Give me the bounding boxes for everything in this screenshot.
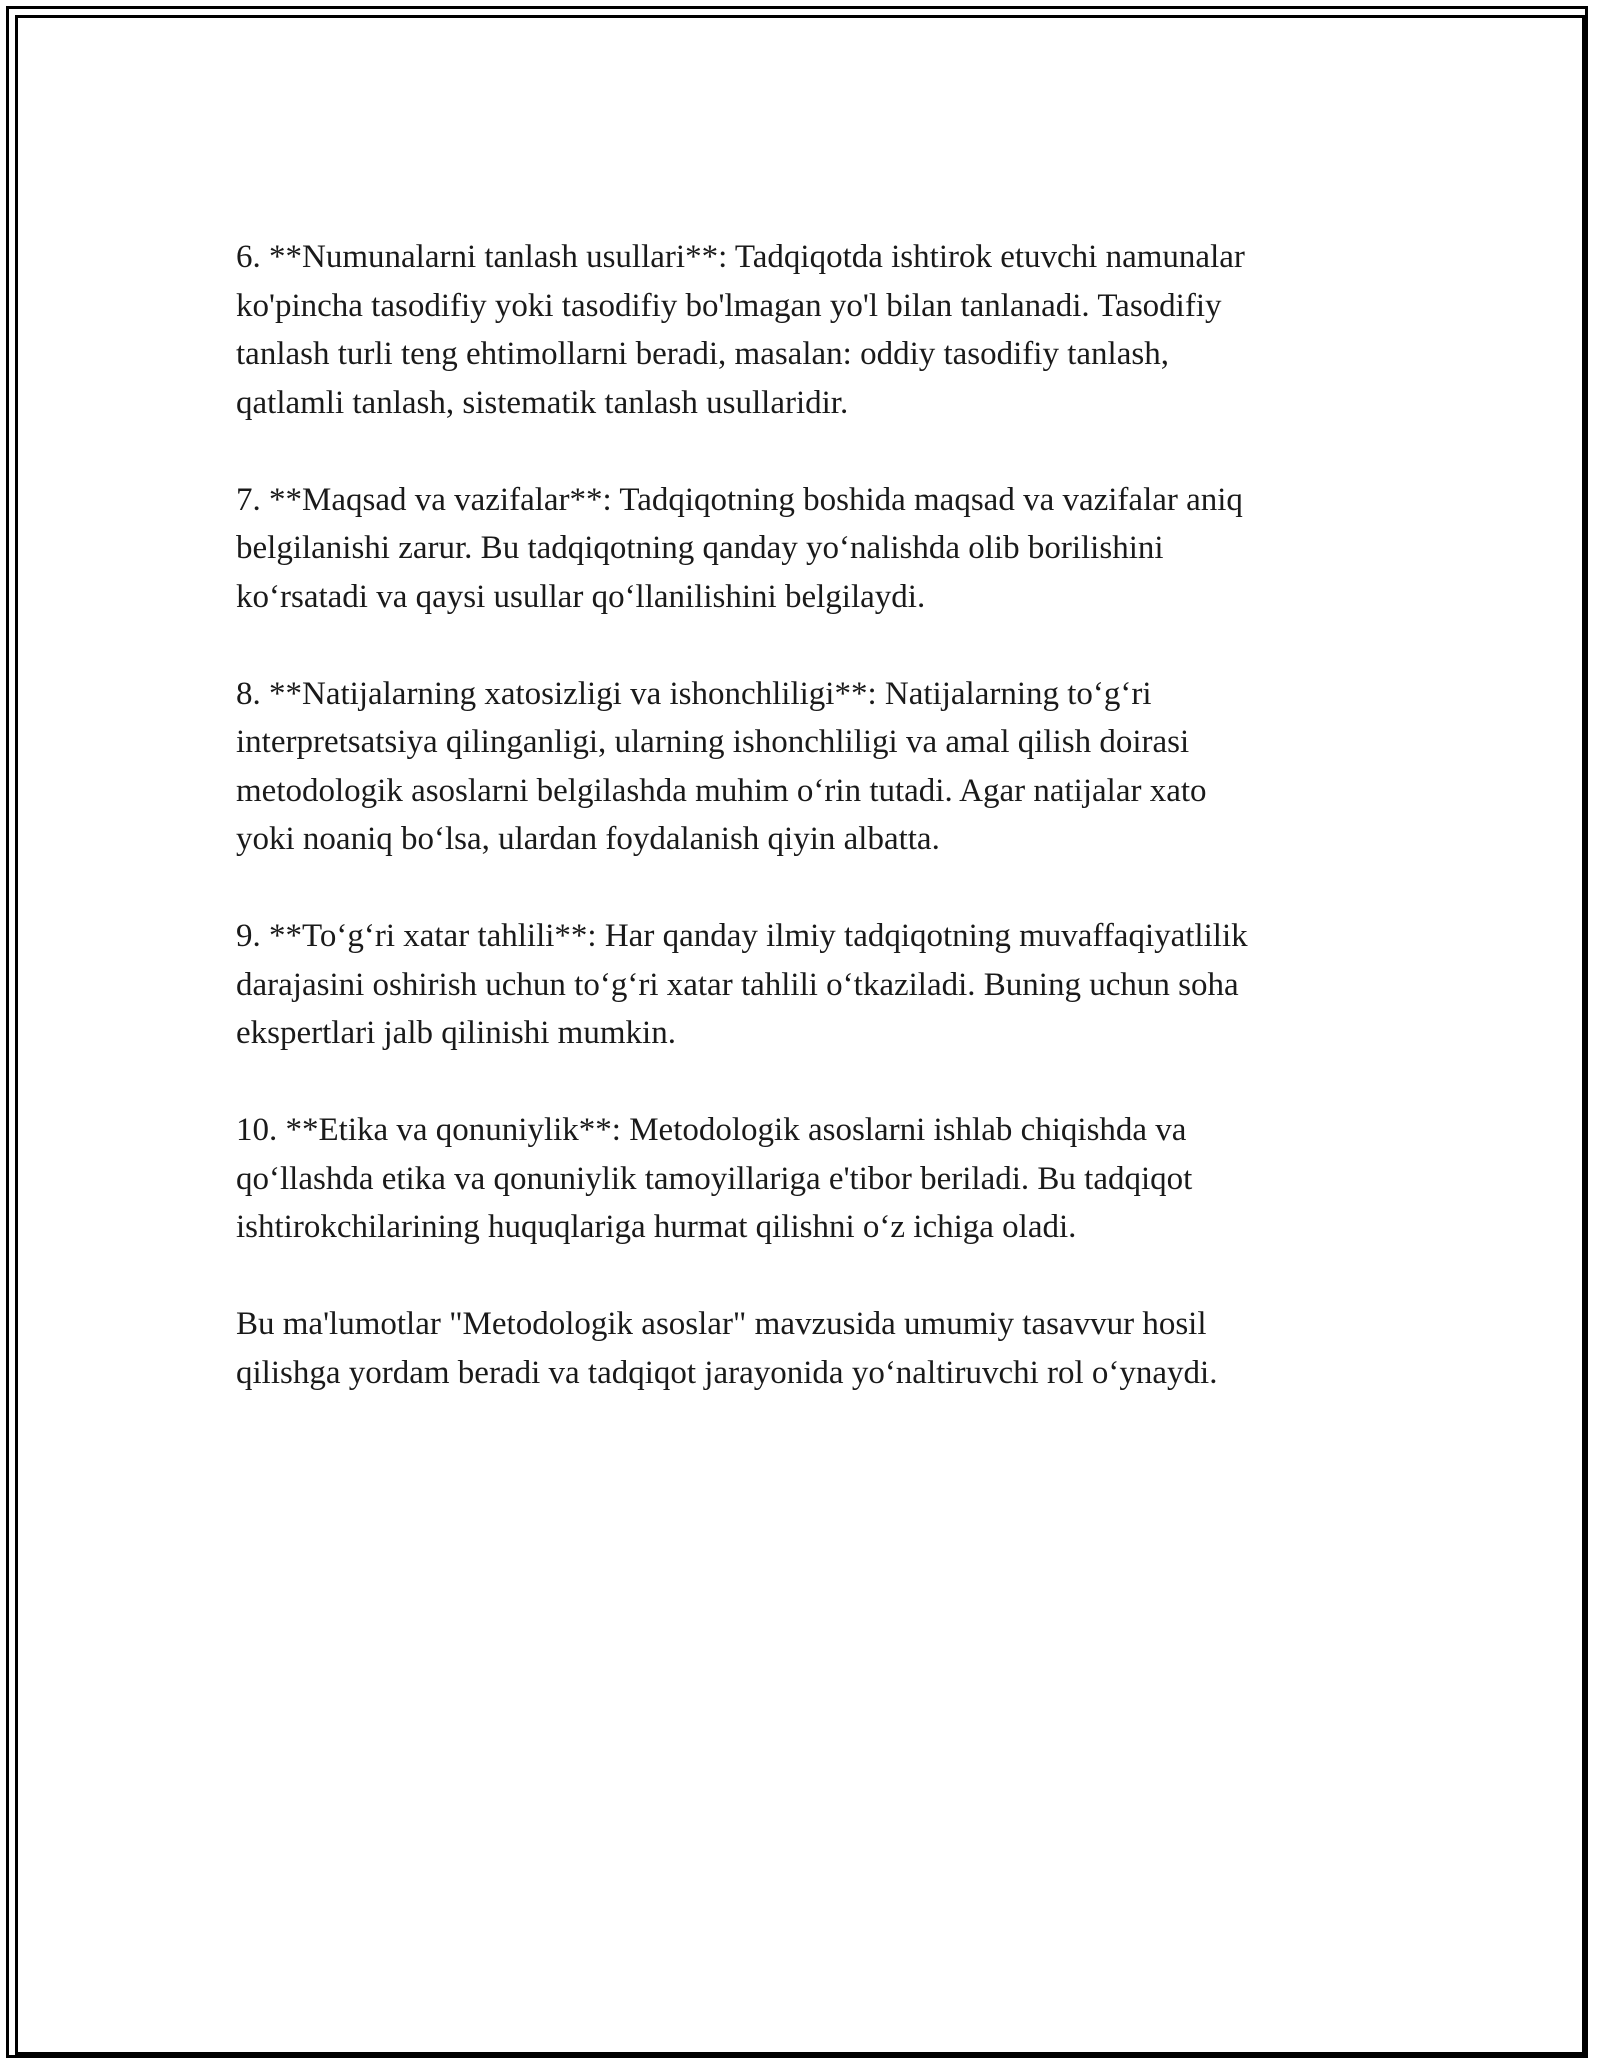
paragraph-results-reliability [236, 670, 1386, 864]
text-line: qilishga yordam beradi va tadqiqot jarayonida yo‘naltiruvchi rol o‘ynaydi. [236, 1354, 1218, 1391]
text-line: darajasini oshirish uchun to‘g‘ri xatar tahlili o‘tkaziladi. Buning uchun soha [236, 966, 1239, 1003]
document-body [236, 233, 1386, 1446]
text-line: belgilanishi zarur. Bu tadqiqotning qanday yo‘nalishda olib borilishini [236, 530, 1164, 566]
text-line: 8. **Natijalarning xatosizligi va ishonchliligi**: Natijalarning to‘g‘ri [236, 675, 1152, 712]
text-line: ko‘rsatadi va qaysi usullar qo‘llanilishini belgilaydi. [236, 578, 926, 615]
text-line: 9. **To‘g‘ri xatar tahlili**: Har qanday ilmiy tadqiqotning muvaffaqiyatlilik [236, 918, 1248, 954]
text-line: ekspertlari jalb qilinishi mumkin. [236, 1015, 676, 1051]
text-line: tanlash turli teng ehtimollarni beradi, masalan: oddiy tasodifiy tanlash, [236, 336, 1169, 372]
paragraph-sampling-methods [236, 233, 1386, 427]
text-line: qatlamli tanlash, sistematik tanlash usullaridir. [236, 384, 849, 421]
paragraph-conclusion [236, 1300, 1386, 1397]
text-line: 6. **Numunalarni tanlash usullari**: Tadqiqotda ishtirok etuvchi namunalar [236, 239, 1245, 275]
text-line: metodologik asoslarni belgilashda muhim o‘rin tutadi. Agar natijalar xato [236, 772, 1207, 809]
text-line: 10. **Etika va qonuniylik**: Metodologik asoslarni ishlab chiqishda va [236, 1112, 1187, 1148]
text-line: ishtirokchilarining huquqlariga hurmat qilishni o‘z ichiga oladi. [236, 1209, 1077, 1245]
text-line: qo‘llashda etika va qonuniylik tamoyillariga e'tibor beriladi. Bu tadqiqot [236, 1160, 1193, 1197]
paragraph-goals-and-tasks [236, 476, 1386, 622]
text-line: ko'pincha tasodifiy yoki tasodifiy bo'lmagan yo'l bilan tanlanadi. Tasodifiy [236, 287, 1222, 324]
text-line: yoki noaniq bo‘lsa, ulardan foydalanish qiyin albatta. [236, 821, 940, 857]
paragraph-risk-analysis [236, 912, 1386, 1058]
text-line: 7. **Maqsad va vazifalar**: Tadqiqotning boshida maqsad va vazifalar aniq [236, 481, 1243, 518]
paragraph-ethics-legality [236, 1106, 1386, 1252]
text-line: interpretsatsiya qilinganligi, ularning ishonchliligi va amal qilish doirasi [236, 724, 1190, 760]
text-line: Bu ma'lumotlar "Metodologik asoslar" mavzusida umumiy tasavvur hosil [236, 1306, 1207, 1342]
